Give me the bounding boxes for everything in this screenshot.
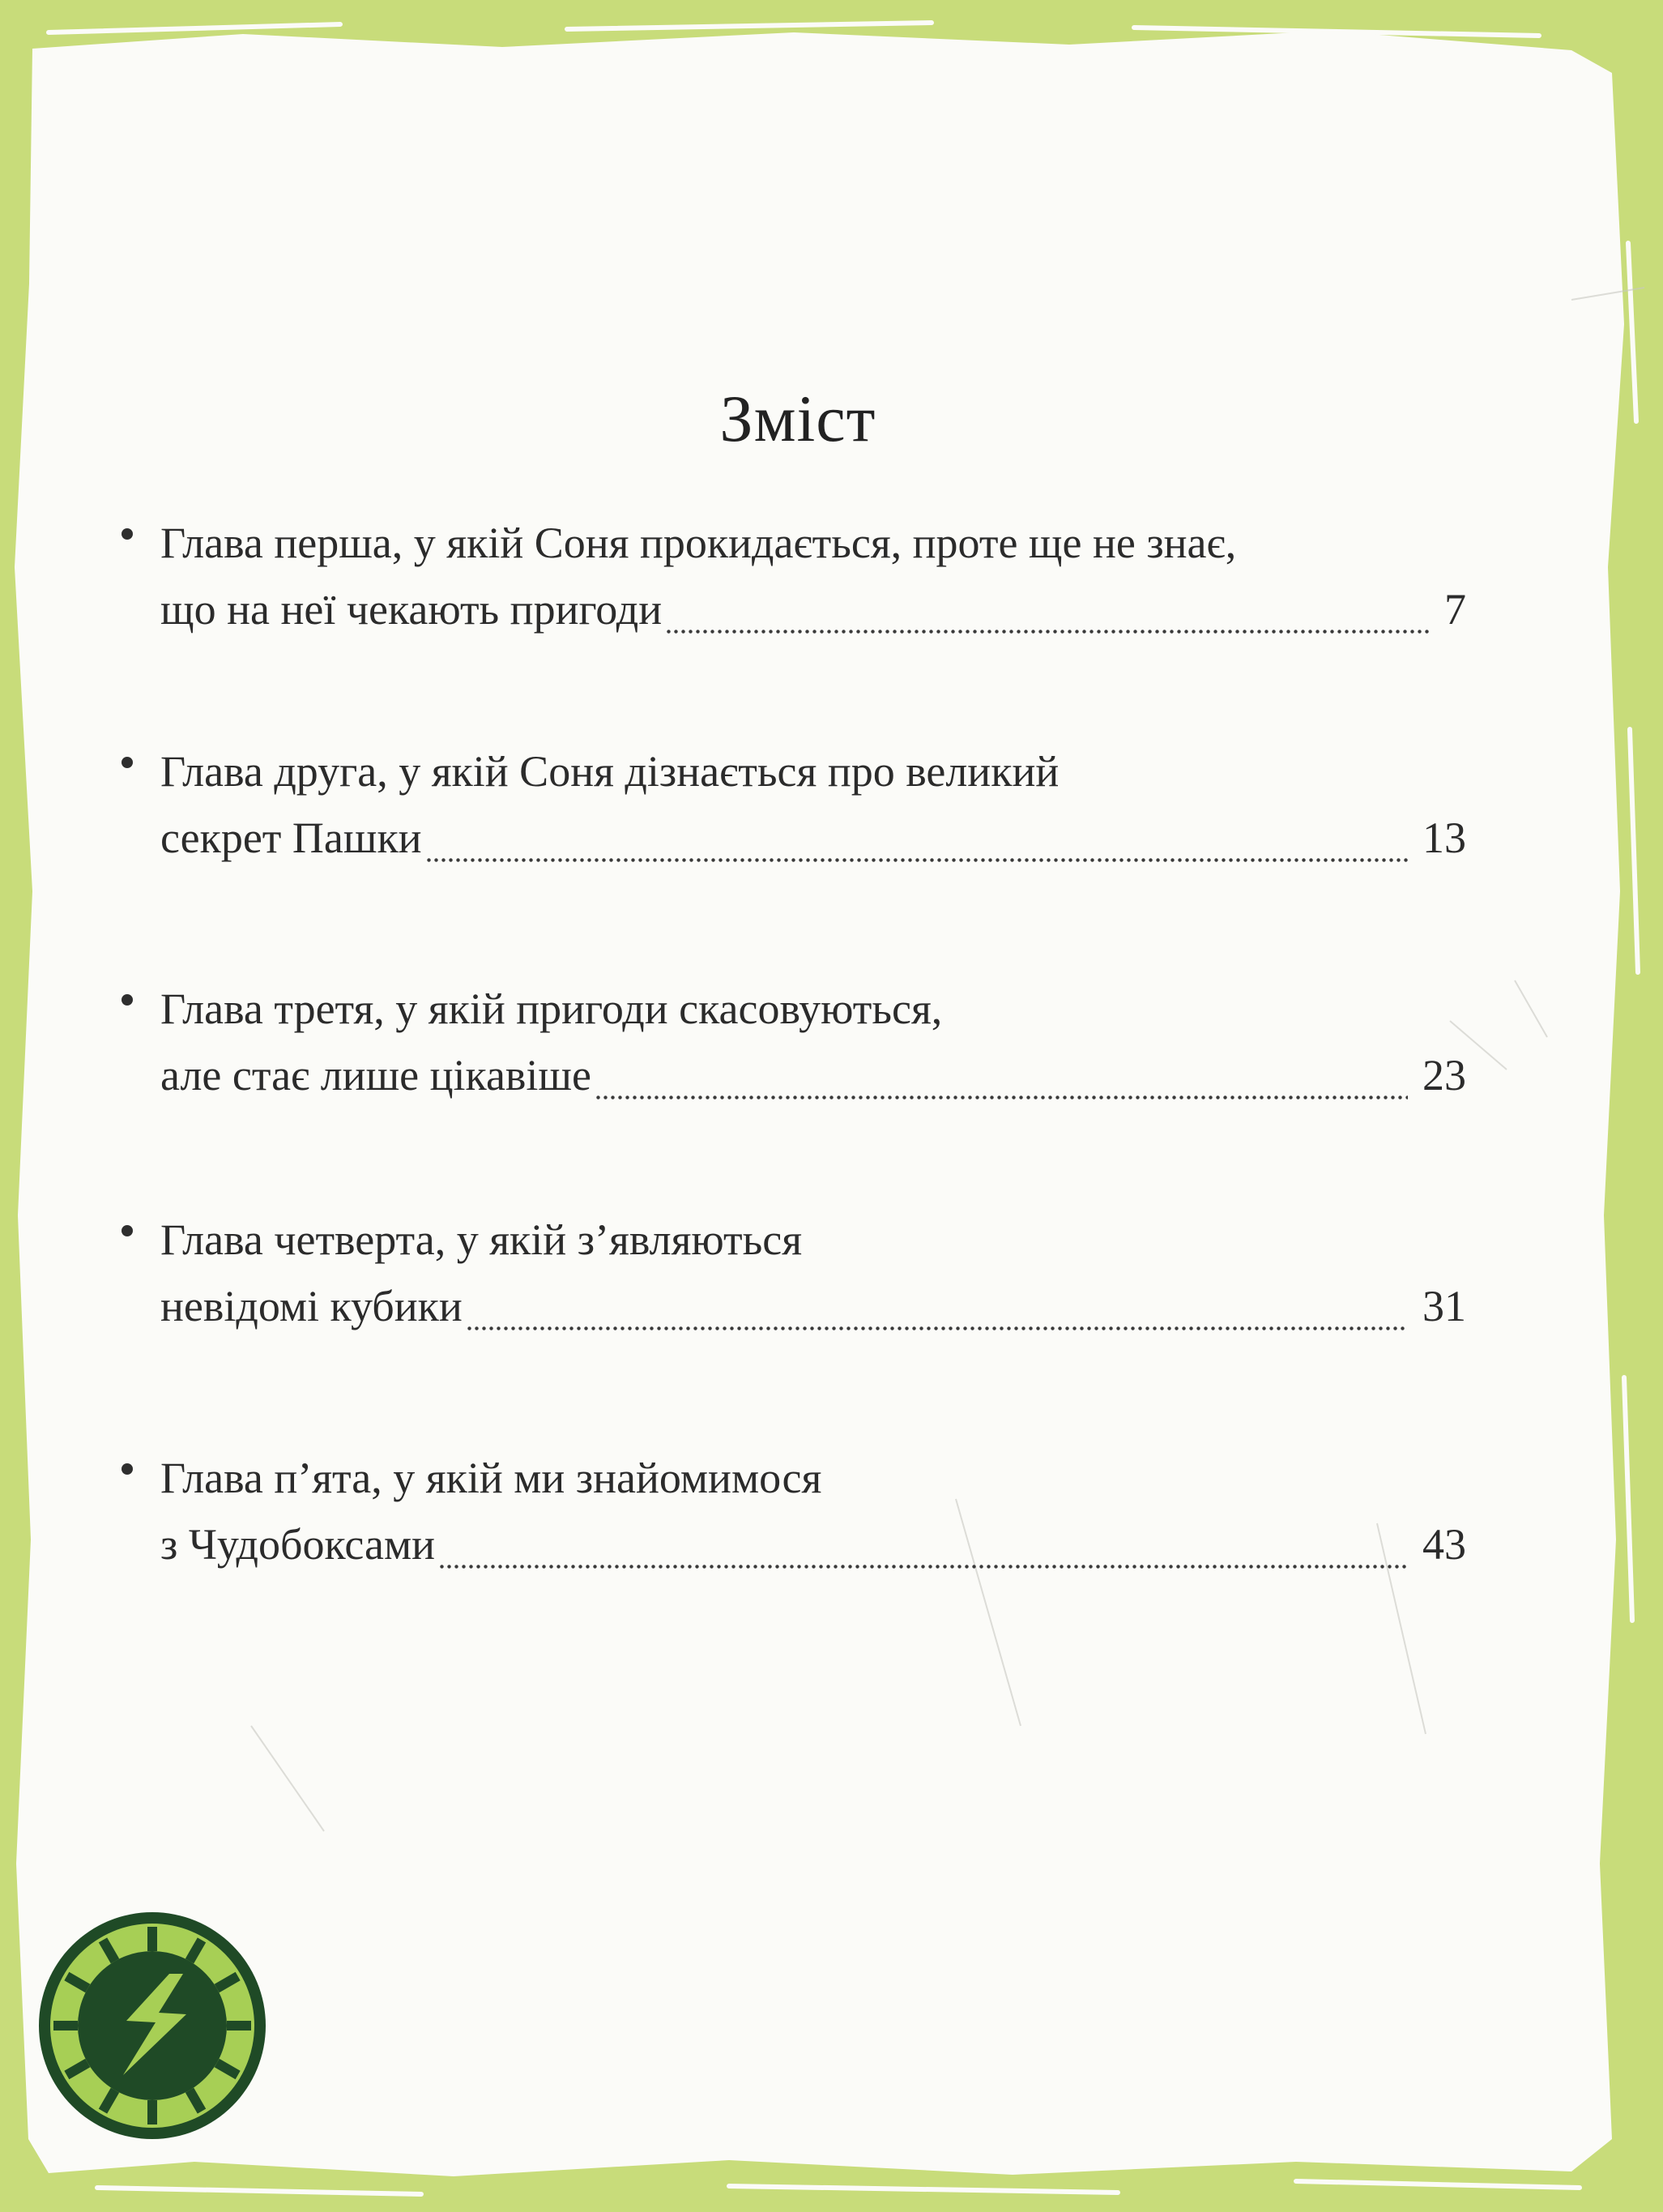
page-number: 13 <box>1422 813 1466 862</box>
page-number: 7 <box>1444 585 1466 634</box>
page-number: 23 <box>1422 1051 1466 1100</box>
toc-heading: Зміст <box>719 382 876 455</box>
chapter-title-line1: Глава третя, у якій пригоди скасовуються, <box>160 984 943 1033</box>
chapter-title-line2: невідомі кубики <box>160 1282 463 1330</box>
page-number: 43 <box>1422 1520 1466 1569</box>
chapter-title-line2-row <box>160 577 1466 642</box>
dot-leader <box>595 1059 1408 1108</box>
dot-leader <box>665 593 1430 642</box>
bullet <box>122 757 133 768</box>
chapter-title-line1: Глава четверта, у якій з’являються <box>160 1215 803 1264</box>
chapter-title-line1: Глава п’ята, у якій ми знайомимося <box>160 1454 822 1502</box>
dot-leader <box>438 1528 1408 1577</box>
chapter-title-line1: Глава перша, у якій Соня прокидається, проте ще не знає, <box>160 519 1237 567</box>
bullet <box>122 528 133 540</box>
page-number: 31 <box>1422 1282 1466 1330</box>
chapter-title-line2: що на неї чекають пригоди <box>160 585 663 634</box>
chapter-title-line2: секрет Пашки <box>160 813 422 862</box>
chapter-title-line2-row <box>160 1274 1466 1339</box>
chapter-title-line2: з Чудобоксами <box>160 1520 436 1569</box>
bullet <box>122 1463 133 1475</box>
lightning-clock-emblem-icon <box>36 1909 269 2142</box>
chapter-title-line2-row <box>160 805 1466 870</box>
chapter-title-line2: але стає лише цікавіше <box>160 1051 591 1100</box>
bullet <box>122 1225 133 1236</box>
bullet <box>122 994 133 1006</box>
chapter-title-line2-row <box>160 1512 1466 1577</box>
dot-leader <box>425 822 1408 870</box>
dot-leader <box>466 1290 1408 1339</box>
chapter-title-line2-row <box>160 1043 1466 1108</box>
chapter-title-line1: Глава друга, у якій Соня дізнається про великий <box>160 747 1060 796</box>
